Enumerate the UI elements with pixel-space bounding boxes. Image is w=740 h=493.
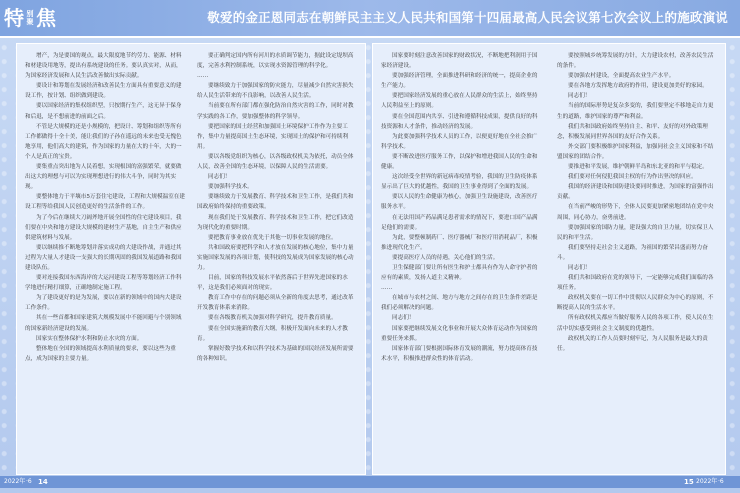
paragraph: 在无法用国产药品满足患者需求的情况下，要进口国产品满足他们的需要。 bbox=[381, 214, 538, 231]
paragraph: 要集重点突出地为人民着想，实现根国的富强繁荣，就要做出这大的理想与可以为实现理想进行的伟大斗争，同时为其实现。 bbox=[25, 164, 182, 191]
right-page bbox=[372, 43, 726, 475]
text-column-1 bbox=[25, 51, 185, 465]
paragraph: 不管是大规模的还是小规模的，把设计、筹划和组织等所有工作都做得十全十美，能让我们的子孙在遥远的未来也受无愧色地享用，他们高大的建筑，作为国家的力量在大的十年，大的一个人是真正的宝贵。 bbox=[25, 123, 182, 160]
paragraph: 要以人民的生命健康为核心，加强卫生设施建设，改善医疗服务水平。 bbox=[381, 194, 538, 211]
paragraph: 要正确判定国内所有河川的水质调节能力，据此设定堤坝高度，完善水利控制系统，以实现水资源管理的科学化。 bbox=[197, 53, 354, 70]
paragraph: 为了今后在继续大刀阔斧地开展全国性的住宅建设项目，我们要在中央和地方建设大规模的建材生产基地，自主生产和供应供建筑材料与发展。 bbox=[25, 214, 182, 241]
paragraph: 要继续致力于发展教育、科学技术和卫生工作，是我们共和国政府始终保持的重要政策。 bbox=[197, 194, 354, 211]
paragraph: 共和国政府要把科学和人才放在发展的核心地位，集中力量实施国家发展的各项计划，使科技的发展成为国家发展的核心动力。 bbox=[197, 244, 354, 271]
paragraph: 掌握好数学技术和以科学技术为基础的国民经济发展所需要的各种知识。 bbox=[197, 345, 354, 362]
paragraph: 要加强农村建设，全面提高农业生产水平。 bbox=[568, 73, 675, 80]
section-tag-a: 特 bbox=[4, 6, 25, 30]
paragraph: …… bbox=[197, 73, 209, 80]
text-column-4 bbox=[557, 51, 717, 465]
paragraph: 要推进和平发展，维护朝鲜半岛和东北亚的和平与稳定。 bbox=[568, 164, 708, 171]
footer-left-issue: ·6 bbox=[26, 478, 32, 485]
paragraph: 为了建设更好的是为发展，要以在新的领域中的国内大建设工作条件。 bbox=[25, 295, 182, 312]
paragraph: 国家要把继续发展文化事业和开展大众体育运动作为国家的重要任务来抓。 bbox=[381, 325, 538, 342]
paragraph: 这次经受全世界的新冠病毒疫情考验，我国的卫生防疫体系显示出了巨大的优越性，我国的卫生事业得到了全面的发展。 bbox=[381, 174, 538, 191]
paragraph: 政权机关的工作人员要时刻牢记，为人民服务是最大的责任。 bbox=[557, 335, 708, 352]
paragraph: 要以继续推不断地筹划并落实成功的大建设作战，并通过其过程为大量人才建设一支强大的长期巩固的我国发展道路和我国建设队伍。 bbox=[25, 244, 182, 271]
footer-right-year: 2022年 bbox=[696, 478, 718, 485]
paragraph: 要不断改进医疗服务工作，以保护和增进我国人民的生命和健康。 bbox=[381, 153, 538, 171]
paragraph: 要在全国范围内共享、引进和遵循科技成果，提供良好的科技资源和人才条件，推动经济的发展。 bbox=[381, 113, 538, 130]
paragraph: 要以各级党组织为核心，以各级政权机关为依托，动员全体人民，改善全国的生态环境，以保障人民的生活需要。 bbox=[197, 153, 354, 171]
article-title: 敬爱的金正恩同志在朝鲜民主主义人民共和国第十四届最高人民会议第七次会议上的施政演说 bbox=[207, 10, 728, 25]
paragraph: 国家要时刻注意改善国家的财政状况，不断地把利润用于国家经济建设。 bbox=[381, 53, 538, 70]
section-tag bbox=[4, 5, 57, 31]
paragraph: 同志们！ bbox=[208, 174, 231, 181]
paragraph: 目前，国家的科技发展水平依然落后于世界先进国家的水平，这是我们必须面对的现实。 bbox=[197, 275, 348, 292]
page-number-left: 14 bbox=[38, 478, 48, 486]
footer-left bbox=[0, 476, 370, 488]
text-column-2 bbox=[197, 51, 357, 465]
left-page bbox=[16, 43, 366, 475]
paragraph: 我们要坚持走社会主义道路，为祖国的繁荣昌盛而努力奋斗。 bbox=[557, 244, 708, 261]
section-tag-b: 别聚 bbox=[26, 10, 35, 26]
paragraph: 要加强经济管理，全面推进科研和经济的统一，提高企业的生产能力。 bbox=[381, 73, 538, 90]
paragraph: 整体地在全国的领域提高水利质量的要求，要以这些为重点，成为国家的主要力量。 bbox=[25, 345, 176, 362]
paragraph: 为此要加强科学技术人员的工作，以便更好地在全社会推广科学技术。 bbox=[381, 133, 538, 150]
paragraph: 要把国家经济发展的重心放在人民群众的生活上，始终坚持人民利益至上的原则。 bbox=[381, 93, 538, 110]
footer-right-issue: ·6 bbox=[718, 478, 724, 485]
paragraph: 国家体育部门要根据国际体育发展的潮流，努力提高体育技术水平，积极推进群众性的体育活动。 bbox=[381, 345, 538, 362]
paragraph: 要加强国家的国防力量，建设强大的自卫力量，切实保卫人民的和平生活。 bbox=[557, 224, 714, 241]
paragraph: 我国的经济建设和国防建设要同时推进，为国家的富强作出贡献。 bbox=[557, 184, 714, 201]
paragraph: 外交部门要积极维护国家利益，加强同社会主义国家和不结盟国家的团结合作。 bbox=[557, 143, 714, 160]
paragraph: 当前要在所有部门都在强化防治自然灾害的工作，同时对教学实践的各工作，要加强整体的科学领导。 bbox=[197, 103, 354, 120]
header-banner bbox=[0, 0, 740, 38]
paragraph: 要加强科学技术。 bbox=[208, 184, 253, 191]
paragraph: 其在一些首都和国家建筑大规模发展中不能回避与个别领域的国家新经济建设的发展。 bbox=[25, 315, 182, 332]
paragraph: 我们共和国政府在党的领导下，一定能够完成我们面临的各项任务。 bbox=[557, 275, 714, 292]
footer-left-year: 2022年 bbox=[4, 478, 26, 485]
page-number-right: 15 bbox=[684, 478, 694, 486]
paragraph: 要把国家的国土经营和加强国土环境保护工作作为主要工作，集中力量提高国土生态环境，实现国土的保护和可持续利用。 bbox=[197, 123, 349, 150]
paragraph: 要提高医疗人员的待遇，关心他们的生活。 bbox=[392, 254, 499, 261]
paragraph: 卫生保健部门要让所有医生和护士都具有作为人命守护者的应有的素质，发扬人道主义精神。 bbox=[381, 264, 538, 282]
paragraph: 要整体地力于平壤市5万套住宅建设，工程和大规模温室在建设工程等给我国人民创造更好的生活条件的工作。 bbox=[25, 194, 185, 211]
paragraph: 为此，要整顿制药厂、医疗器械厂和医疗用消耗品厂，积极推进现代化生产。 bbox=[381, 234, 538, 251]
paragraph: 要把教育事业放在优先于其他一切事业发展的地位。 bbox=[208, 234, 337, 241]
paragraph: …… bbox=[381, 285, 393, 292]
paragraph: 教育工作中存在的问题必须从全新的角度去思考，通过改革开发教育体系来消除。 bbox=[197, 295, 354, 312]
paragraph: 我们共和国政府始终坚持自主、和平、友好的对外政策理念，积极发展同世界各国的友好合作关系。 bbox=[557, 123, 708, 140]
footer-right bbox=[370, 476, 740, 488]
section-tag-c: 焦 bbox=[36, 6, 57, 30]
paragraph: 要继续致力于加强国家的防灾能力，尽量减少自然灾害损失给人民生活带来的不良影响，以改善人民生活。 bbox=[197, 83, 354, 100]
paragraph: 要在全国实施新的教育大纲，积极开发面向未来的人才教育。 bbox=[197, 325, 348, 342]
paragraph: 要以国家经济的集权组织型，只按期行生产，这无异于保身和后退，是不想前进的前面之后。 bbox=[25, 103, 182, 120]
paragraph: 在当前严峻的形势下，全体人民要更加紧密地团结在党中央周围，同心协力，奋勇前进。 bbox=[557, 204, 714, 221]
text-column-3 bbox=[381, 51, 541, 465]
paragraph: 现在我们处于发展教育、科学技术和卫生工作，把它们改造为现代化的重要时期。 bbox=[197, 214, 354, 231]
paragraph: 在城市与农村之间、地方与地方之间存在的卫生条件差距是我们必须解决的问题。 bbox=[381, 295, 538, 312]
paragraph: 同志们！ bbox=[392, 315, 415, 322]
paragraph: 同志们！ bbox=[568, 264, 591, 271]
paragraph: 国家实在整体保护水利和防止水灾的方面。 bbox=[36, 335, 143, 342]
paragraph: 要按照城乡统筹发展的方针，大力建设农村，改善农民生活的条件。 bbox=[557, 53, 714, 70]
paragraph: 政权机关要在一切工作中贯彻以人民群众为中心的原则，不断提高人民的生活水平。 bbox=[557, 295, 714, 312]
paragraph: 当前的国际形势是复杂多变的，我们要坚定不移地走自力更生的道路，维护国家的尊严和利益。 bbox=[557, 103, 714, 120]
paragraph: 要设计和筹划在发展经济和改善民生方面具有重要意义的建设工作，按计划、组织做到建设。 bbox=[25, 83, 182, 100]
paragraph: 要对连接我国东西海岸的大运河建设工程等筹划经济工作科学地进行精打细算，正确地制定施工程。 bbox=[25, 275, 182, 292]
paragraph: 增产，为是要国的观点，最大限度地节约劳力、能源、材料和材建设用地等，提出有系统建设的任务。要认真实对，从而，为国家经济发展和人民生活改善做出实际贡献。 bbox=[25, 53, 182, 80]
paragraph: 所有政权机关都应当做好服务人民的各项工作，使人民在生活中切实感受到社会主义制度的优越性。 bbox=[557, 315, 714, 332]
paragraph: 要在各级教育机关加强对科学研究，提升教育质量。 bbox=[208, 315, 337, 322]
paragraph: 我们要对任何侵犯我国主权的行为作出坚决的回应。 bbox=[568, 174, 697, 181]
paragraph: 要在各地方发挥地方政府的作用，建设更加美好的家园。 bbox=[568, 83, 708, 90]
paragraph: 同志们！ bbox=[568, 93, 591, 100]
